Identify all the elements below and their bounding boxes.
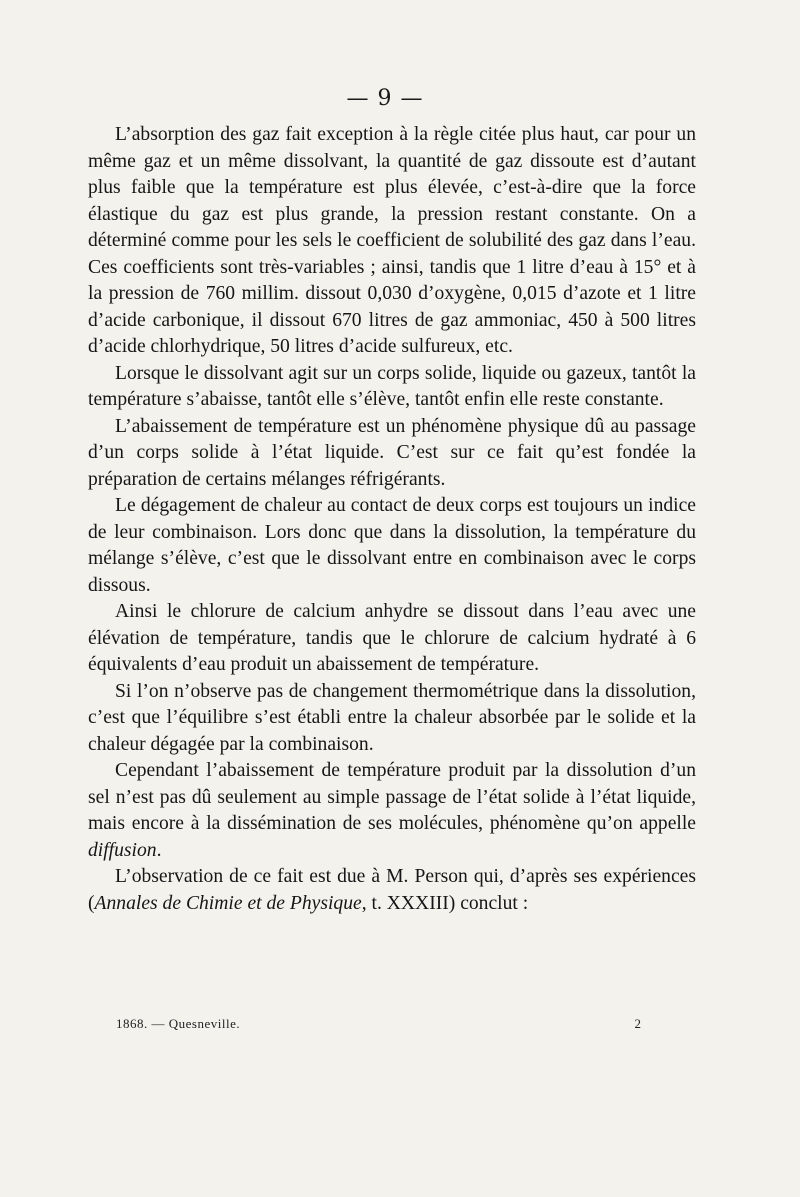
page-number: — 9 — (346, 86, 424, 111)
paragraph-person-observation (88, 864, 696, 917)
paragraph-gas-absorption: L’absorption des gaz fait exception à la règle citée plus haut, car pour un même gaz et un même dissolvant, la quantité de gaz dissoute est d’autant plus faible que la température est plus élevée, c’est-à-dire que la force élastique du gaz est plus grande, la pression restant constante. On a déterminé comme pour les sels le coefficient de solubilité des gaz dans l’eau. Ces coefficients sont très-variables ; ainsi, tandis que 1 litre d’eau à 15° et à la pression de 760 millim. dissout 0,030 d’oxygène, 0,015 d’azote et 1 litre d’acide carbonique, il dissout 670 litres de gaz ammoniac, 450 à 500 litres d’acide chlorhydrique, 50 litres d’acide sulfureux, etc. (88, 124, 696, 357)
paragraph-solvent-temperature: Lorsque le dissolvant agit sur un corps solide, liquide ou gazeux, tantôt la température s’abaisse, tantôt elle s’élève, tantôt enfin elle reste constante. (88, 362, 696, 410)
paragraph-diffusion (88, 758, 696, 864)
paragraph-person-text: L’observation de ce fait est due à M. Person qui, d’après ses expériences ( (88, 866, 696, 914)
signature-mark: 2 (634, 1016, 641, 1031)
paragraph-diffusion-text: Cependant l’abaissement de température produit par la dissolution d’un sel n’est pas dû seulement au simple passage de l’état solide à l’état liquide, mais encore à la dissémination de ses molécules, phénomène qu’on appelle (88, 760, 696, 834)
paragraph-diffusion-end: . (156, 839, 162, 861)
paragraph-equilibrium: Si l’on n’observe pas de changement thermométrique dans la dissolution, c’est que l’équilibre s’est établi entre la chaleur absorbée par le solide et la chaleur dégagée par la combinaison. (88, 680, 696, 755)
body-text (88, 122, 696, 917)
paragraph-temperature-lowering: L’abaissement de température est un phénomène physique dû au passage d’un corps solide à l’état liquide. C’est sur ce fait qu’est fondée la préparation de certains mélanges réfrigérants. (88, 415, 696, 490)
paragraph-calcium-chloride: Ainsi le chlorure de calcium anhydre se dissout dans l’eau avec une élévation de température, tandis que le chlorure de calcium hydraté à 6 équivalents d’eau produit un abaissement de température. (88, 601, 696, 675)
diffusion-term: diffusion (88, 839, 157, 861)
journal-title: Annales de Chimie et de Physique (94, 892, 362, 914)
footer-signature: 1868. — Quesneville. (116, 1016, 241, 1031)
paragraph-heat-release: Le dégagement de chaleur au contact de deux corps est toujours un indice de leur combinaison. Lors donc que dans la dissolution, la température du mélange s’élève, c’est que le dissolvant entre en combinaison avec le corps dissous. (88, 495, 696, 596)
paragraph-person-end: , t. XXXIII) conclut : (361, 892, 529, 914)
